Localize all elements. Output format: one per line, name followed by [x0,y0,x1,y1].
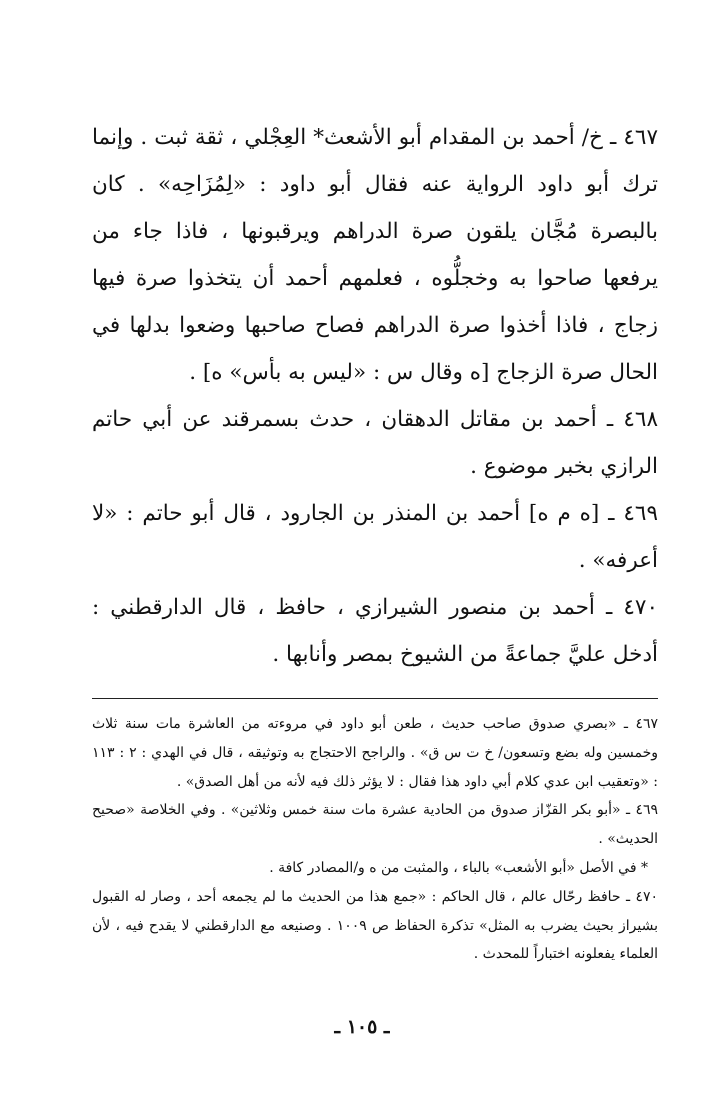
footnote-star: * في الأصل «أبو الأشعب» بالباء ، والمثبت من ه و/المصادر كافة . [269,859,648,876]
page-number: ـ ١٠٥ ـ [334,1016,390,1038]
footnote-467: ٤٦٧ ـ «بصري صدوق صاحب حديث ، طعن أبو داود في مروءته من العاشرة مات سنة ثلاث وخمسين وله بضع وتسعون/ خ ت س ق» . والراجح الاحتجاج به وتوثيقه ، قال في الهدي : ٢ : ١١٣ : «وتعقيب ابن عدي كلام أبي داود هذا فقال : لا يؤثر ذلك فيه لأنه من أهل الصدق» . [92,716,659,790]
entry-468: ٤٦٨ ـ أحمد بن مقاتل الدهقان ، حدث بسمرقند عن أبي حاتم الرازي بخبر موضوع . [92,407,658,479]
entry-467: ٤٦٧ ـ خ/ أحمد بن المقدام أبو الأشعث* العِجْلي ، ثقة ثبت . وإنما ترك أبو داود الرواية عنه فقال أبو داود : «لِمُزَاحِه» . كان بالبصرة مُجَّان يلقون صرة الدراهم ويرقبونها ، فاذا جاء من يرفعها صاحوا به وخجلُّوه ، فعلمهم أحمد أن يتخذوا صرة فيها زجاج ، فاذا أخذوا صرة الدراهم فصاح صاحبها وضعوا بدلها في الحال صرة الزجاج [ه وقال س : «ليس به بأس» ه] . [92,125,658,385]
entry-469: ٤٦٩ ـ [ه م ه] أحمد بن المنذر بن الجارود ، قال أبو حاتم : «لا أعرفه» . [92,501,658,573]
main-text [92,114,658,678]
footnote-divider [92,698,658,699]
footnote-470: ٤٧٠ ـ حافظ رحّال عالم ، قال الحاكم : «جمع هذا من الحديث ما لم يجمعه أحد ، وصار له القبول بشيراز بحيث يضرب به المثل» تذكرة الحفاظ ص ١٠٠٩ . وصنيعه مع الدارقطني لا يقدح فيه ، لأن العلماء يفعلونه اختباراً للمحدث . [92,888,658,963]
footnotes [92,710,658,969]
footnote-469: ٤٦٩ ـ «أبو بكر القزّاز صدوق من الحادية عشرة مات سنة خمس وثلاثين» . وفي الخلاصة «صحيح الحديث» . [92,802,658,848]
entry-470: ٤٧٠ ـ أحمد بن منصور الشيرازي ، حافظ ، قال الدارقطني : أدخل عليَّ جماعةً من الشيوخ بمصر وأنابها . [92,595,658,667]
